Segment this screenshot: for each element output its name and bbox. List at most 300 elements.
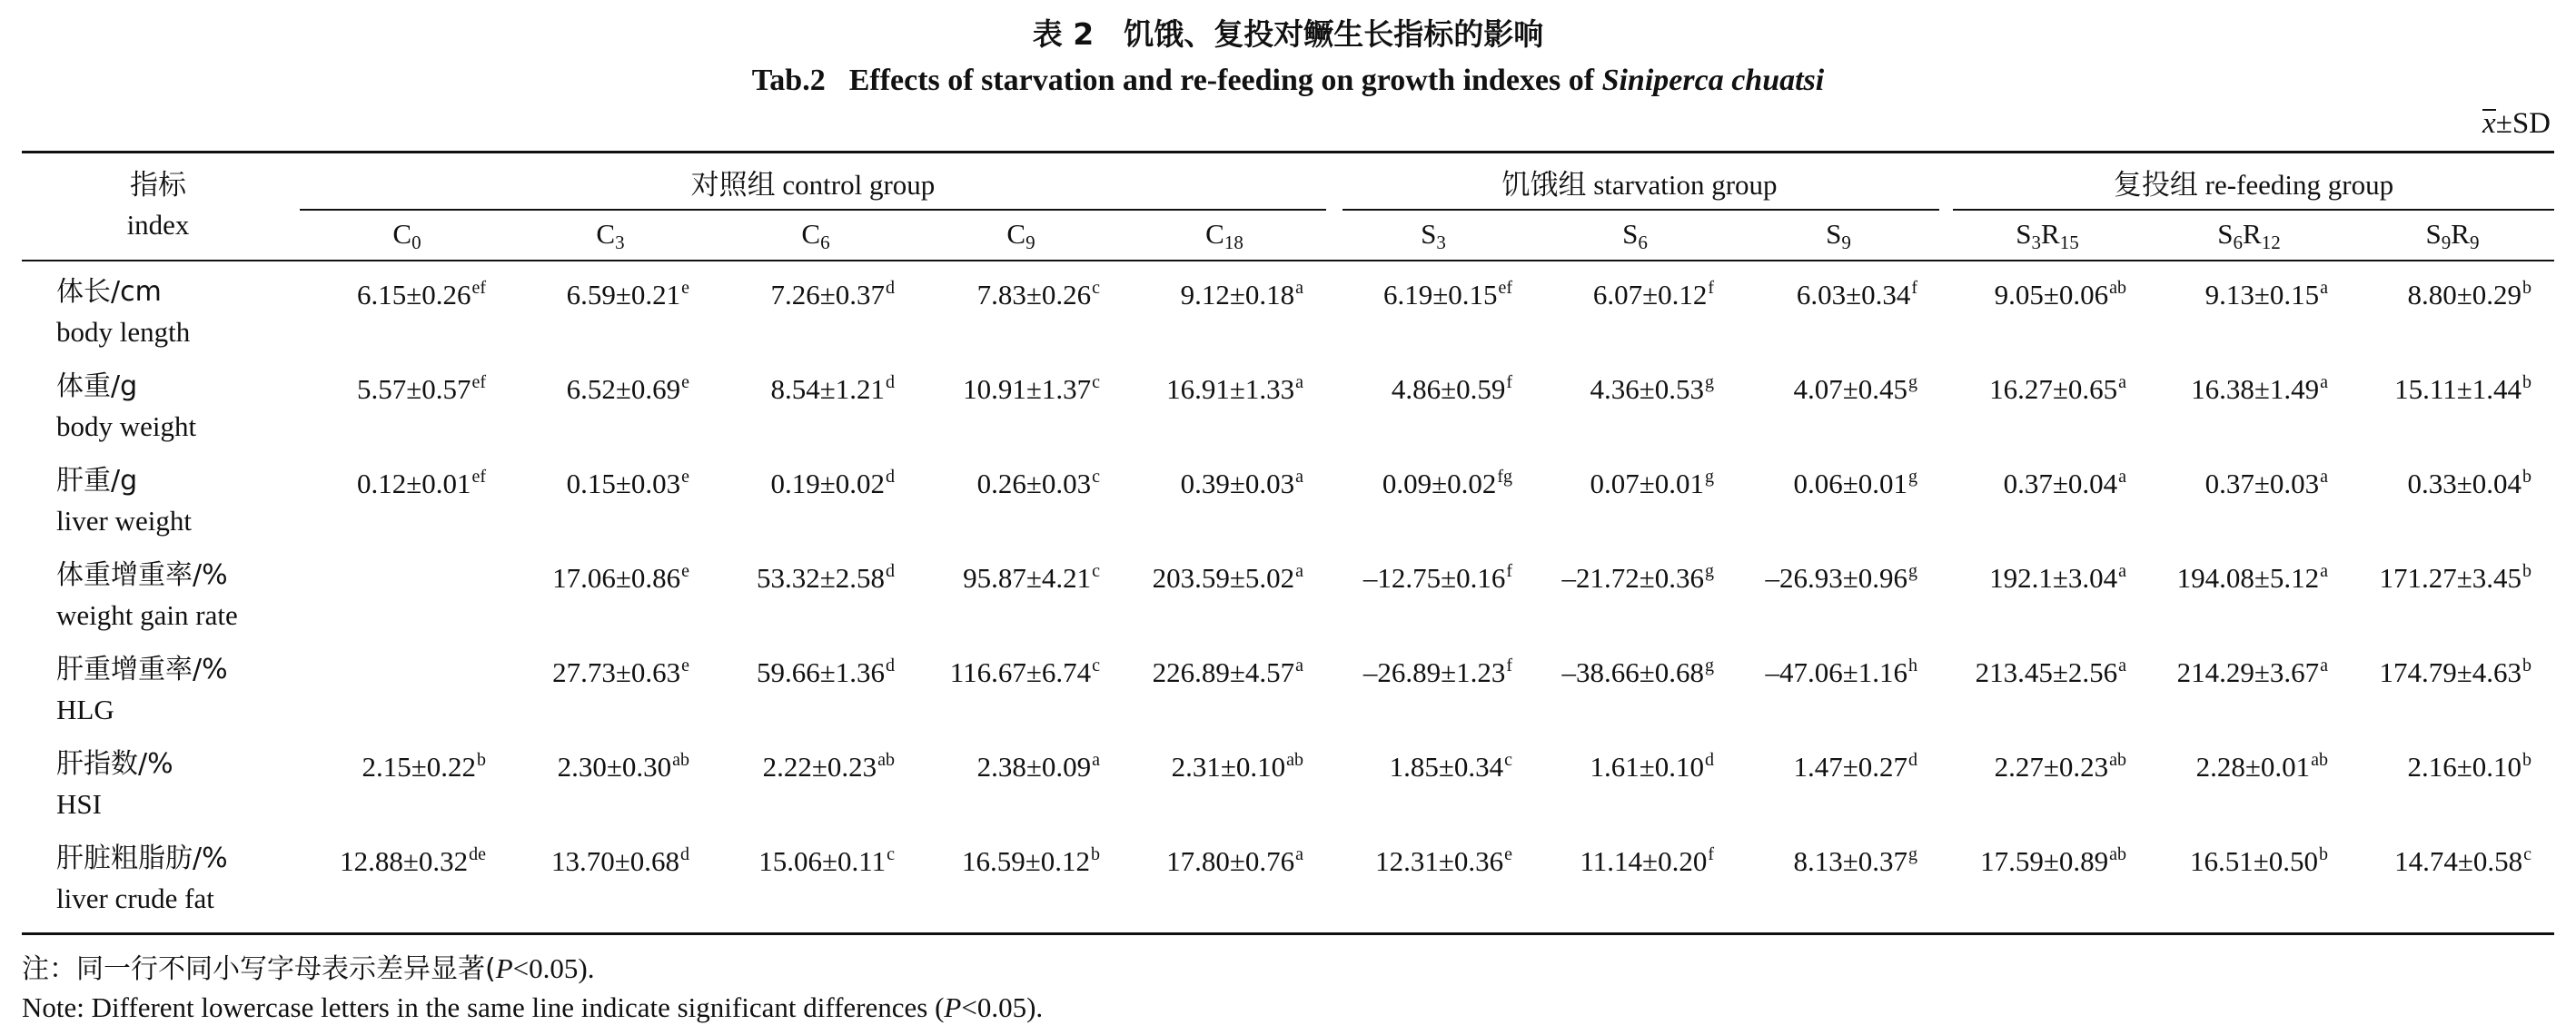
species-name: Siniperca chuatsi (1601, 64, 1825, 97)
significance-letter: f (1708, 844, 1714, 864)
cell-value: 9.05±0.06 (1994, 279, 2109, 310)
table-cell (2146, 750, 2328, 784)
table-header-rule (22, 260, 2554, 261)
cell-value: 2.31±0.10 (1171, 751, 1286, 783)
significance-letter: b (477, 750, 486, 770)
row-label-zh: 肝重/g (56, 465, 138, 497)
table-cell (2146, 656, 2328, 689)
column-header-sub: 15 (2059, 232, 2079, 253)
significance-letter: ab (877, 750, 895, 770)
column-header-sub: 9 (1025, 232, 1035, 253)
row-label-zh: 体长/cm (56, 276, 162, 308)
cell-value: 4.86±0.59 (1391, 373, 1506, 405)
significance-letter: a (1295, 467, 1303, 487)
cell-value: 1.85±0.34 (1389, 751, 1504, 783)
table-cell (304, 467, 486, 500)
significance-letter: c (887, 844, 895, 864)
significance-letter: b (2522, 278, 2531, 298)
cell-value: 12.88±0.32 (340, 845, 469, 877)
table-cell (1945, 372, 2126, 406)
cell-value: 6.07±0.12 (1592, 279, 1708, 310)
footnote-en (22, 991, 1043, 1024)
cell-value: 2.28±0.01 (2195, 751, 2311, 783)
footnote-zh-p: P (495, 952, 513, 984)
column-header-main: S (1421, 218, 1437, 250)
column-header (921, 218, 1121, 254)
table-top-rule (22, 151, 2554, 153)
table-cell (1122, 750, 1303, 784)
significance-letter: ab (672, 750, 689, 770)
table-cell (304, 372, 486, 406)
table-cell (508, 278, 689, 311)
cell-value: 226.89±4.57 (1152, 656, 1295, 688)
cell-value: 95.87±4.21 (963, 562, 1092, 594)
table-cell (508, 372, 689, 406)
table-cell (713, 656, 895, 689)
group-underline-3 (1953, 209, 2554, 211)
cell-value: 0.09±0.02 (1382, 468, 1497, 499)
cell-value: 13.70±0.68 (550, 845, 679, 877)
row-label-zh: 肝脏粗脂肪/% (56, 843, 228, 874)
cell-value: 17.59±0.89 (1980, 845, 2109, 877)
cell-value: –26.93±0.96 (1765, 562, 1907, 594)
row-label-en: liver weight (56, 505, 192, 537)
significance-letter: b (2522, 372, 2531, 392)
row-label-en: weight gain rate (56, 599, 238, 631)
sd-label: ±SD (2495, 107, 2551, 140)
mean-symbol: x (2482, 107, 2496, 140)
significance-letter: a (1295, 278, 1303, 298)
table-cell (1736, 278, 1917, 311)
significance-letter: a (2320, 467, 2328, 487)
row-label (56, 556, 238, 636)
cell-value: 4.07±0.45 (1793, 373, 1907, 405)
column-header-main: R (2041, 218, 2060, 250)
column-header-main: S (1622, 218, 1639, 250)
table-cell (713, 844, 895, 878)
significance-letter: c (1092, 278, 1100, 298)
table-cell (713, 372, 895, 406)
column-header-sub: 6 (2233, 232, 2244, 253)
cell-value: 5.57±0.57 (356, 373, 471, 405)
table-cell (1532, 750, 1714, 784)
cell-value: 0.15±0.03 (566, 468, 681, 499)
cell-value: 2.15±0.22 (362, 751, 476, 783)
row-label-zh: 体重/g (56, 370, 138, 402)
cell-value: –26.89±1.23 (1362, 656, 1506, 688)
row-label (56, 461, 192, 541)
table-cell (1122, 561, 1303, 595)
table-cell (1945, 278, 2126, 311)
column-header-sub: 3 (2031, 232, 2042, 253)
significance-letter: ab (2109, 278, 2126, 298)
cell-value: 17.80±0.76 (1166, 845, 1295, 877)
index-header-en: index (126, 209, 190, 241)
table-cell (2146, 844, 2328, 878)
significance-letter: g (1908, 844, 1917, 864)
significance-letter: c (2523, 844, 2531, 864)
significance-letter: d (886, 278, 895, 298)
significance-letter: a (2320, 656, 2328, 675)
cell-value: 0.19±0.02 (770, 468, 885, 499)
table-cell (1945, 656, 2126, 689)
table-cell (1532, 467, 1714, 500)
significance-letter: a (2118, 467, 2126, 487)
table-cell (1736, 561, 1917, 595)
cell-value: 192.1±3.04 (1989, 562, 2118, 594)
cell-value: 8.54±1.21 (770, 373, 885, 405)
table-cell (1122, 656, 1303, 689)
column-header-main: C (1006, 218, 1026, 250)
cell-value: 9.13±0.15 (2204, 279, 2320, 310)
significance-letter: a (2320, 561, 2328, 581)
significance-letter: c (1092, 372, 1100, 392)
cell-value: –21.72±0.36 (1561, 562, 1704, 594)
significance-letter: d (886, 656, 895, 675)
table-cell (508, 656, 689, 689)
table-cell (1532, 656, 1714, 689)
significance-letter: b (2522, 561, 2531, 581)
table-title-en-main: Effects of starvation and re-feeding on growth indexes of (848, 64, 1602, 97)
table-cell (1532, 561, 1714, 595)
table-cell (918, 844, 1100, 878)
cell-value: 15.06±0.11 (758, 845, 887, 877)
table-cell (1945, 561, 2126, 595)
column-header-sub: 6 (820, 232, 830, 253)
significance-letter: ab (1286, 750, 1303, 770)
significance-letter: a (2118, 656, 2126, 675)
significance-letter: d (886, 561, 895, 581)
cell-value: 6.19±0.15 (1382, 279, 1498, 310)
table-cell (1736, 750, 1917, 784)
table-cell (1736, 844, 1917, 878)
significance-letter: b (2522, 750, 2531, 770)
significance-letter: d (886, 467, 895, 487)
significance-letter: a (1295, 656, 1303, 675)
cell-value: 9.12±0.18 (1180, 279, 1295, 310)
row-label-en: body weight (56, 410, 197, 442)
column-header-sub: 6 (1638, 232, 1648, 253)
cell-value: 214.29±3.67 (2176, 656, 2320, 688)
column-header-sub: 3 (1436, 232, 1446, 253)
column-header-main: C (801, 218, 821, 250)
cell-value: 16.59±0.12 (961, 845, 1090, 877)
cell-value: 171.27±3.45 (2379, 562, 2522, 594)
index-header-zh: 指标 (130, 169, 186, 202)
cell-value: 116.67±6.74 (949, 656, 1092, 688)
row-label-en: HLG (56, 694, 114, 725)
significance-letter: a (1295, 561, 1303, 581)
cell-value: 16.38±1.49 (2191, 373, 2320, 405)
table-cell (918, 656, 1100, 689)
table-cell (1331, 750, 1512, 784)
significance-letter: e (681, 278, 689, 298)
group-header-2: 饥饿组 starvation group (1501, 169, 1778, 201)
column-header-sub: 9 (2469, 232, 2480, 253)
significance-letter: a (2320, 278, 2328, 298)
table-cell (508, 750, 689, 784)
row-label-zh: 肝重增重率/% (56, 654, 228, 685)
cell-value: 174.79±4.63 (2379, 656, 2522, 688)
column-header-main: S (2217, 218, 2234, 250)
index-header (22, 165, 294, 245)
significance-letter: d (886, 372, 895, 392)
cell-value: 27.73±0.63 (552, 656, 681, 688)
cell-value: 12.31±0.36 (1375, 845, 1504, 877)
significance-letter: e (1504, 844, 1512, 864)
cell-value: 17.06±0.86 (552, 562, 681, 594)
table-cell (918, 372, 1100, 406)
significance-letter: b (1091, 844, 1100, 864)
cell-value: 2.27±0.23 (1994, 751, 2109, 783)
significance-letter: d (680, 844, 689, 864)
significance-letter: d (1908, 750, 1917, 770)
cell-value: 0.33±0.04 (2407, 468, 2522, 499)
cell-value: 194.08±5.12 (2176, 562, 2320, 594)
column-header-sub: 9 (1841, 232, 1851, 253)
table-title-en (0, 64, 2576, 98)
table-cell (2350, 278, 2531, 311)
significance-letter: de (469, 844, 486, 864)
table-cell (1532, 278, 1714, 311)
cell-value: 1.47±0.27 (1793, 751, 1907, 783)
significance-letter: g (1705, 656, 1714, 675)
table-cell (1532, 844, 1714, 878)
significance-letter: ef (471, 278, 486, 298)
table-cell (1331, 844, 1512, 878)
table-cell (2146, 561, 2328, 595)
cell-value: 16.91±1.33 (1166, 373, 1295, 405)
footnote-en-p: P (944, 991, 962, 1023)
significance-letter: g (1705, 561, 1714, 581)
cell-value: 0.07±0.01 (1590, 468, 1704, 499)
row-label (56, 272, 190, 352)
group-header-1: 对照组 control group (690, 169, 936, 201)
table-cell (508, 467, 689, 500)
significance-letter: f (1506, 561, 1512, 581)
significance-letter: b (2522, 656, 2531, 675)
column-header-main: S (1826, 218, 1842, 250)
cell-value: 2.16±0.10 (2407, 751, 2522, 783)
row-label-zh: 肝指数/% (56, 748, 173, 780)
cell-value: 2.30±0.30 (557, 751, 672, 783)
column-header (510, 218, 710, 254)
cell-value: 10.91±1.37 (963, 373, 1092, 405)
column-header-sub: 18 (1224, 232, 1243, 253)
column-header-main: R (2451, 218, 2470, 250)
significance-letter: g (1908, 467, 1917, 487)
table-cell (1736, 656, 1917, 689)
group-underline-1 (300, 209, 1326, 211)
significance-letter: f (1506, 656, 1512, 675)
significance-letter: ef (471, 372, 486, 392)
column-header (1125, 218, 1324, 254)
cell-value: –12.75±0.16 (1362, 562, 1506, 594)
table-cell (2350, 656, 2531, 689)
table-cell (2350, 561, 2531, 595)
column-header-main: C (596, 218, 616, 250)
table-cell (1945, 467, 2126, 500)
cell-value: 7.83±0.26 (976, 279, 1092, 310)
significance-letter: fg (1497, 467, 1512, 487)
cell-value: 16.51±0.50 (2189, 845, 2318, 877)
footnote-zh (22, 946, 594, 986)
column-header (2353, 218, 2552, 254)
significance-letter: e (681, 561, 689, 581)
table-cell (2146, 372, 2328, 406)
significance-letter: ef (1498, 278, 1512, 298)
cell-value: –38.66±0.68 (1561, 656, 1704, 688)
table-cell (1736, 372, 1917, 406)
column-header-main: C (392, 218, 412, 250)
table-cell (2350, 372, 2531, 406)
cell-value: 15.11±1.44 (2394, 373, 2522, 405)
row-label-en: liver crude fat (56, 882, 214, 914)
significance-letter: f (1506, 372, 1512, 392)
cell-value: 0.39±0.03 (1180, 468, 1295, 499)
significance-letter: c (1092, 467, 1100, 487)
significance-letter: a (2320, 372, 2328, 392)
column-header-sub: 3 (615, 232, 625, 253)
table-cell (1331, 372, 1512, 406)
significance-letter: g (1705, 467, 1714, 487)
cell-value: 2.38±0.09 (976, 751, 1092, 783)
cell-value: 8.80±0.29 (2407, 279, 2522, 310)
column-header-sub: 9 (2441, 232, 2452, 253)
column-header-main: R (2243, 218, 2262, 250)
table-cell (1122, 467, 1303, 500)
significance-letter: b (2522, 467, 2531, 487)
significance-letter: h (1908, 656, 1917, 675)
column-header (2149, 218, 2349, 254)
table-cell (918, 561, 1100, 595)
column-header-sub: 0 (411, 232, 421, 253)
table-cell (1331, 561, 1512, 595)
table-cell (1331, 278, 1512, 311)
column-header-main: S (2016, 218, 2032, 250)
cell-value: 0.12±0.01 (356, 468, 471, 499)
table-cell (2350, 750, 2531, 784)
table-cell (1532, 372, 1714, 406)
significance-letter: d (1705, 750, 1714, 770)
statistic-note (2482, 107, 2551, 141)
table-cell (713, 750, 895, 784)
group-underline-2 (1342, 209, 1939, 211)
significance-letter: a (2118, 372, 2126, 392)
table-cell (2146, 467, 2328, 500)
column-header-sub: 12 (2261, 232, 2281, 253)
cell-value: 6.59±0.21 (566, 279, 681, 310)
cell-value: 7.26±0.37 (770, 279, 885, 310)
table-cell (1945, 750, 2126, 784)
cell-value: 2.22±0.23 (762, 751, 877, 783)
significance-letter: c (1504, 750, 1512, 770)
footnote-en-suffix: <0.05). (961, 991, 1044, 1023)
cell-value: 16.27±0.65 (1989, 373, 2118, 405)
column-header (1333, 218, 1533, 254)
footnote-en-prefix: Note: Different lowercase letters in the same line indicate significant differences ( (22, 991, 945, 1023)
significance-letter: ab (2109, 844, 2126, 864)
significance-letter: f (1708, 278, 1714, 298)
table-cell (1331, 656, 1512, 689)
significance-letter: g (1705, 372, 1714, 392)
cell-value: 0.37±0.04 (2003, 468, 2118, 499)
table-number: Tab.2 (751, 64, 826, 97)
significance-letter: e (681, 467, 689, 487)
row-label (56, 744, 173, 824)
cell-value: 6.15±0.26 (356, 279, 471, 310)
cell-value: 8.13±0.37 (1793, 845, 1907, 877)
cell-value: 213.45±2.56 (1975, 656, 2118, 688)
table-cell (1122, 278, 1303, 311)
cell-value: 1.61±0.10 (1590, 751, 1704, 783)
row-label (56, 367, 196, 447)
significance-letter: a (1295, 844, 1303, 864)
column-header (307, 218, 507, 254)
cell-value: 0.37±0.03 (2204, 468, 2320, 499)
significance-letter: ab (2109, 750, 2126, 770)
column-header (716, 218, 916, 254)
significance-letter: e (681, 372, 689, 392)
table-cell (918, 467, 1100, 500)
significance-letter: a (2118, 561, 2126, 581)
table-cell (1122, 372, 1303, 406)
table-cell (1736, 467, 1917, 500)
table-cell (713, 467, 895, 500)
table-cell (304, 278, 486, 311)
cell-value: 59.66±1.36 (756, 656, 885, 688)
row-label (56, 839, 228, 919)
table-cell (2350, 844, 2531, 878)
significance-letter: c (1092, 656, 1100, 675)
significance-letter: c (1092, 561, 1100, 581)
column-header (1739, 218, 1938, 254)
table-cell (918, 750, 1100, 784)
table-cell (2146, 278, 2328, 311)
table-cell (304, 750, 486, 784)
table-cell (508, 561, 689, 595)
column-header-main: C (1205, 218, 1224, 250)
footnote-zh-suffix: <0.05). (512, 952, 595, 984)
table-cell (918, 278, 1100, 311)
table-cell (713, 561, 895, 595)
table-cell (1122, 844, 1303, 878)
column-header-main: S (2425, 218, 2442, 250)
significance-letter: ab (2311, 750, 2328, 770)
table-cell (1945, 844, 2126, 878)
group-header-3: 复投组 re-feeding group (2113, 169, 2394, 201)
table-cell (1331, 467, 1512, 500)
cell-value: 14.74±0.58 (2394, 845, 2523, 877)
table-cell (2350, 467, 2531, 500)
footnote-zh-prefix: 注：同一行不同小写字母表示差异显著( (22, 953, 496, 985)
row-label (56, 650, 228, 730)
row-label-zh: 体重增重率/% (56, 559, 228, 591)
table-cell (508, 844, 689, 878)
cell-value: 53.32±2.58 (756, 562, 885, 594)
table-cell (713, 278, 895, 311)
cell-value: 203.59±5.02 (1152, 562, 1295, 594)
row-label-en: body length (56, 316, 191, 348)
significance-letter: f (1911, 278, 1917, 298)
column-header (1947, 218, 2147, 254)
table-bottom-rule (22, 932, 2554, 935)
cell-value: 4.36±0.53 (1590, 373, 1704, 405)
significance-letter: a (1295, 372, 1303, 392)
cell-value: 0.06±0.01 (1793, 468, 1907, 499)
cell-value: 6.52±0.69 (566, 373, 681, 405)
cell-value: –47.06±1.16 (1765, 656, 1907, 688)
